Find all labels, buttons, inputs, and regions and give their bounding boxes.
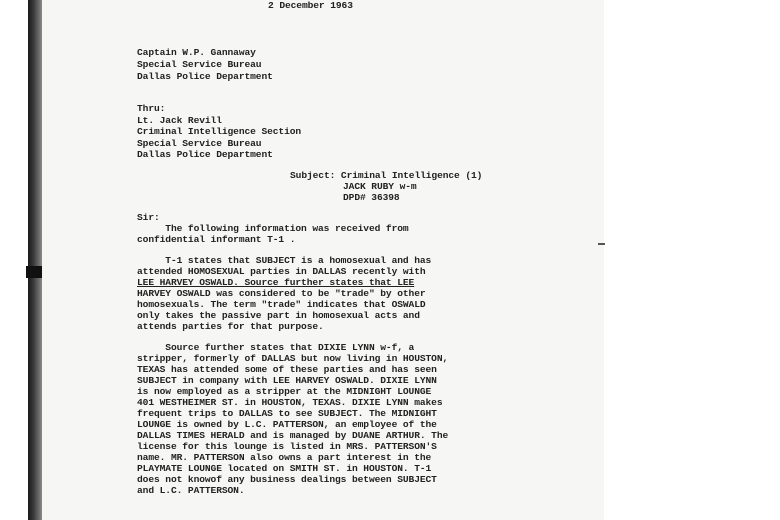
paragraph-line: attended HOMOSEXUAL parties in DALLAS recently with: [137, 266, 426, 277]
subject-line: Subject: Criminal Intelligence (1): [290, 170, 483, 181]
paragraph-line: frequent trips to DALLAS to see SUBJECT. The MIDNIGHT: [137, 408, 437, 419]
subject-dpd-number: DPD# 36398: [343, 192, 400, 203]
letter-date: 2 December 1963: [268, 0, 353, 11]
binder-edge: [28, 0, 42, 520]
salutation: Sir:: [137, 212, 160, 223]
recipient-line: Special Service Bureau: [137, 59, 262, 70]
paragraph-line: attends parties for that purpose.: [137, 321, 324, 332]
paragraph-line: T-1 states that SUBJECT is a homosexual and has: [137, 255, 432, 266]
paragraph-line: HARVEY OSWALD was considered to be "trade" by other: [137, 288, 426, 299]
paragraph-line: The following information was received from: [137, 223, 409, 234]
paragraph-line: does not knowof any business dealings between SUBJECT: [137, 474, 437, 485]
thru-line: Special Service Bureau: [137, 138, 262, 149]
paragraph-line: PLAYMATE LOUNGE located on SMITH ST. in HOUSTON. T-1: [137, 463, 432, 474]
thru-line: Criminal Intelligence Section: [137, 126, 302, 137]
thru-line: Dallas Police Department: [137, 149, 273, 160]
left-scan-margin: [0, 0, 28, 520]
paragraph-line: is now employed as a stripper at the MIDNIGHT LOUNGE: [137, 386, 432, 397]
paragraph-line: DALLAS TIMES HERALD and is managed by DUANE ARTHUR. The: [137, 430, 449, 441]
page-edge-mark: [598, 243, 605, 245]
paragraph-line: LEE HARVEY OSWALD. Source further states that LEE: [137, 277, 415, 288]
paragraph-line: license for this lounge is listed in MRS. PATTERSON'S: [137, 441, 437, 452]
right-scan-margin: [604, 0, 780, 520]
paragraph-line: Source further states that DIXIE LYNN w-f, a: [137, 342, 415, 353]
paragraph-line: 401 WESTHEIMER ST. in HOUSTON, TEXAS. DIXIE LYNN makes: [137, 397, 443, 408]
paragraph-line: only takes the passive part in homosexual acts and: [137, 310, 420, 321]
subject-name: JACK RUBY w-m: [343, 181, 417, 192]
paragraph-line: name. MR. PATTERSON also owns a part interest in the: [137, 452, 432, 463]
recipient-line: Captain W.P. Gannaway: [137, 47, 256, 58]
paragraph-line: and L.C. PATTERSON.: [137, 485, 245, 496]
paragraph-line: SUBJECT in company with LEE HARVEY OSWALD. DIXIE LYNN: [137, 375, 437, 386]
paragraph-line: confidential informant T-1 .: [137, 234, 296, 245]
thru-label: Thru:: [137, 103, 166, 114]
paragraph-line: LOUNGE is owned by L.C. PATTERSON, an employee of the: [137, 419, 437, 430]
thru-line: Lt. Jack Revill: [137, 115, 222, 126]
recipient-line: Dallas Police Department: [137, 71, 273, 82]
paragraph-line: homosexuals. The term "trade" indicates that OSWALD: [137, 299, 426, 310]
paragraph-line: stripper, formerly of DALLAS but now living in HOUSTON,: [137, 353, 449, 364]
paragraph-line: TEXAS has attended some of these parties and has seen: [137, 364, 437, 375]
